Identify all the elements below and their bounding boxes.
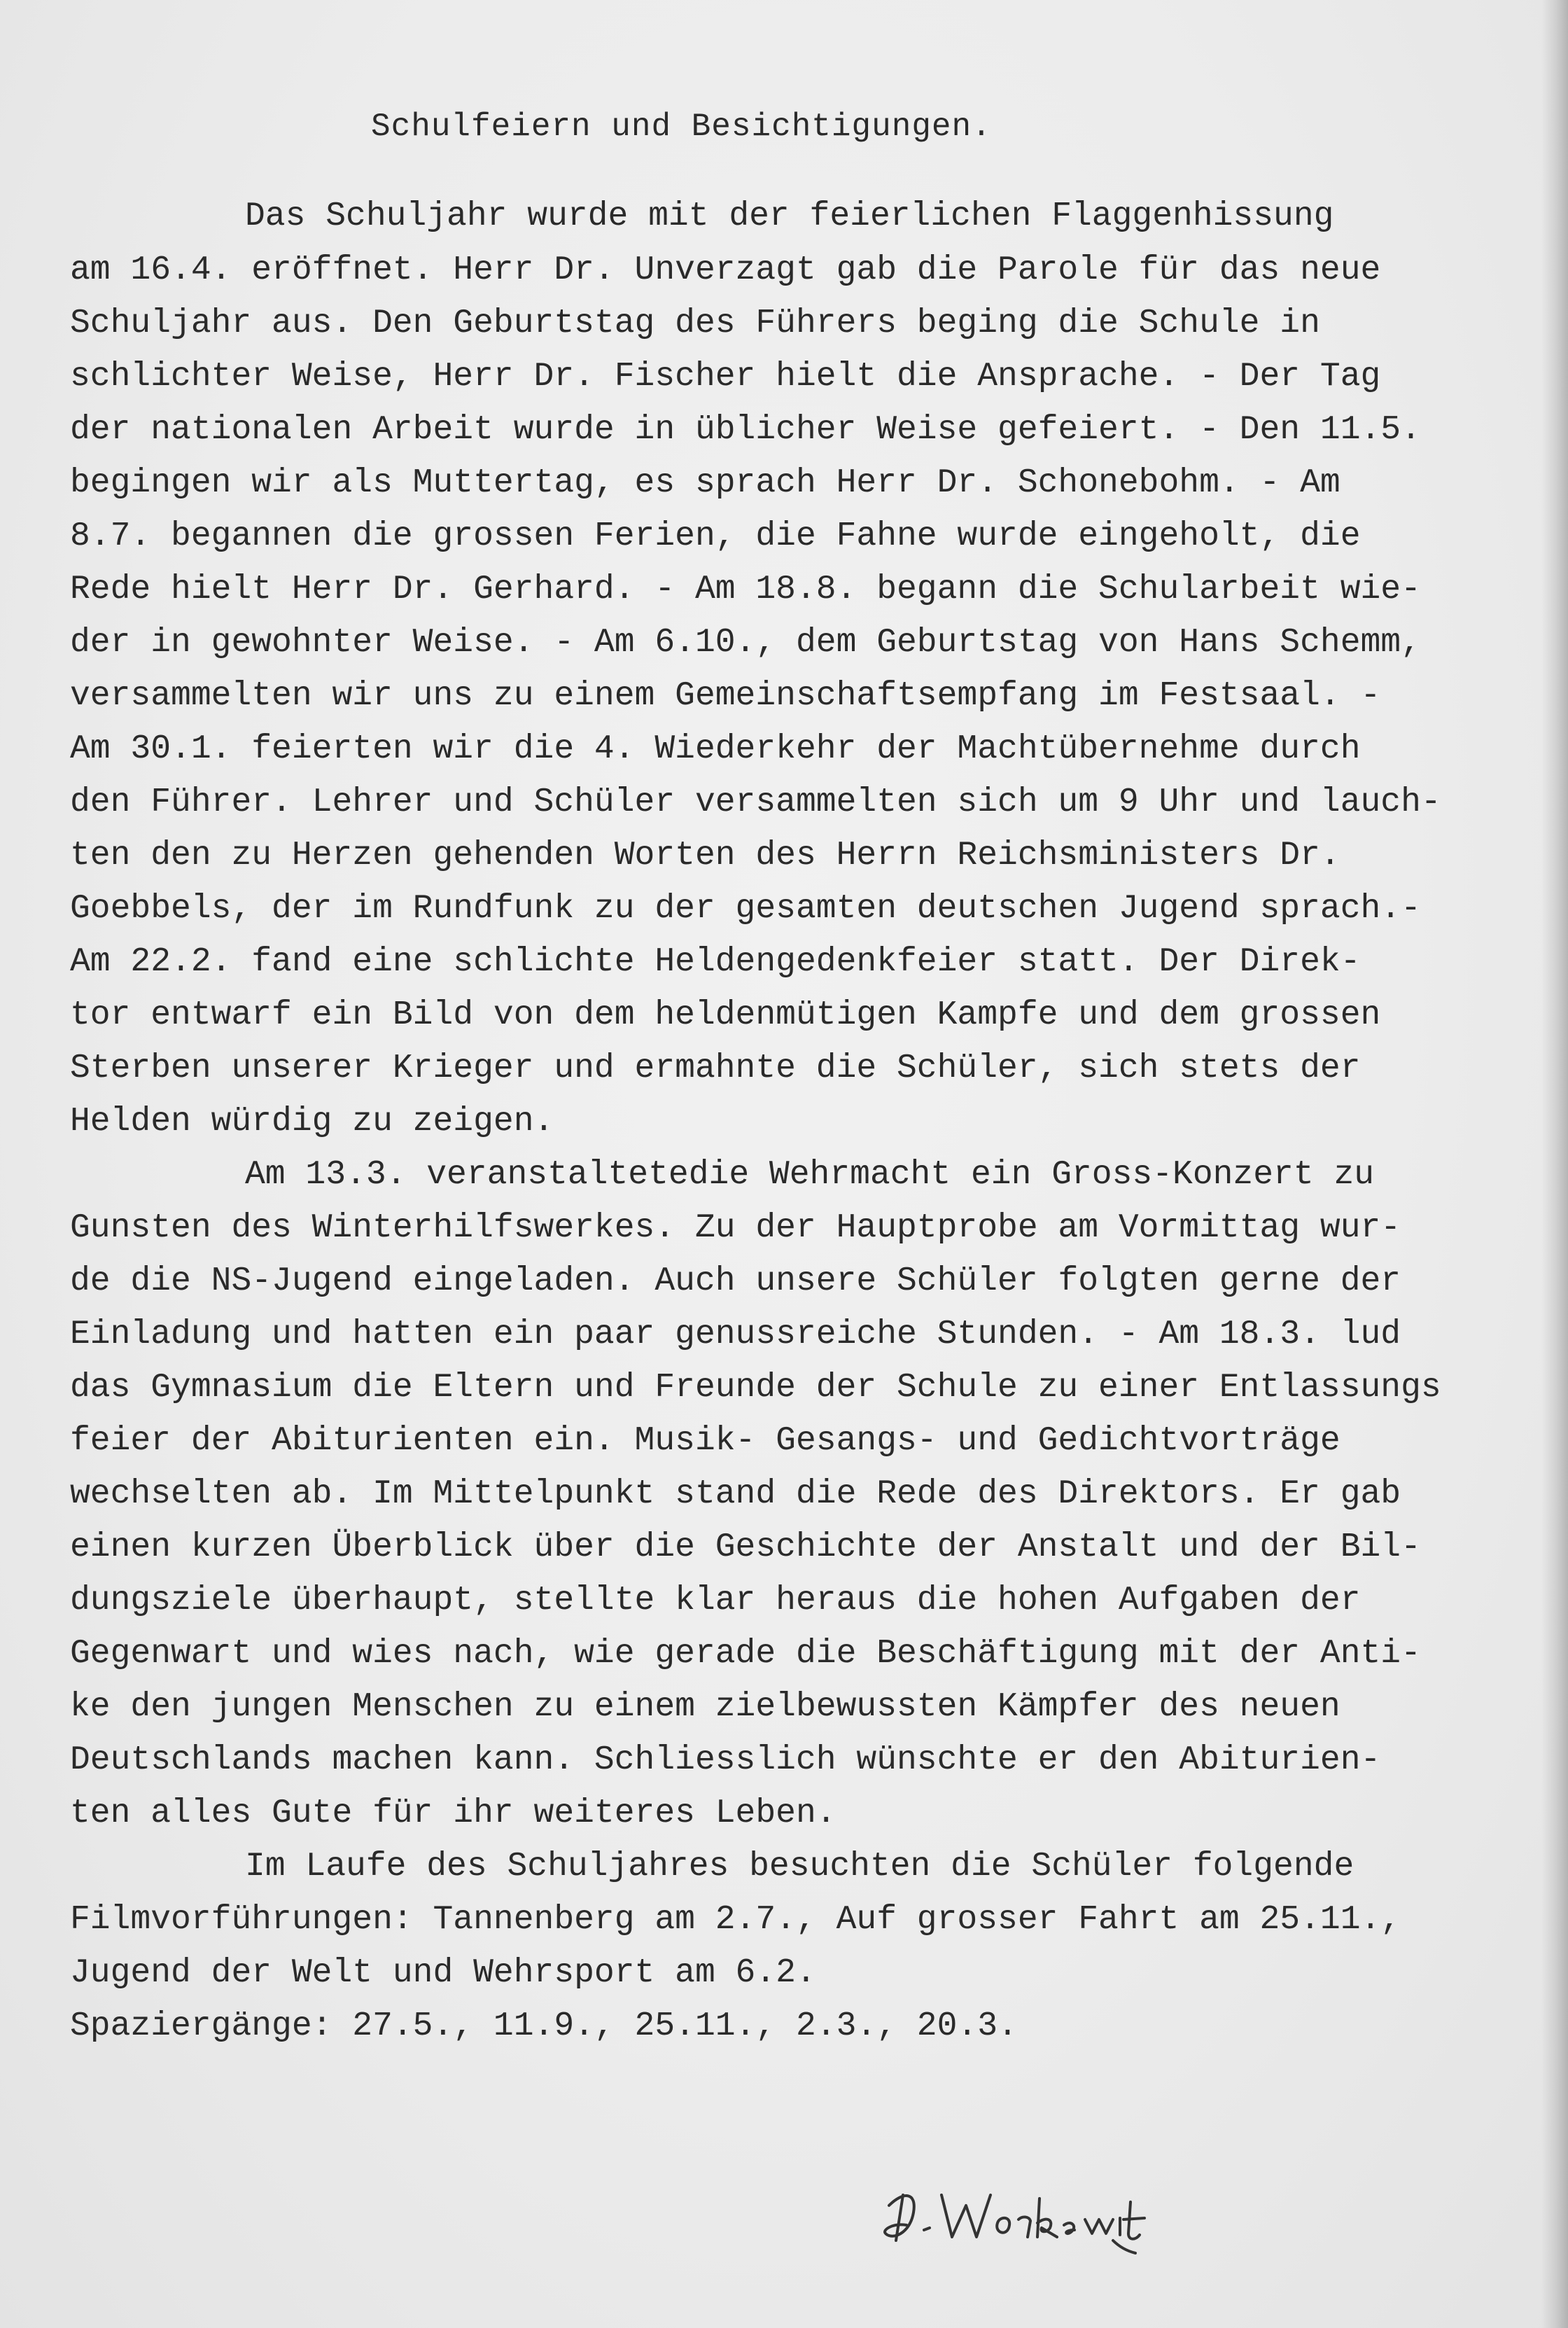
text-line: Rede hielt Herr Dr. Gerhard. - Am 18.8. begann die Schularbeit wie- bbox=[70, 571, 1421, 608]
text-line: Deutschlands machen kann. Schliesslich wünschte er den Abiturien- bbox=[70, 1741, 1381, 1779]
text-line: Am 13.3. veranstaltetedie Wehrmacht ein Gross-Konzert zu bbox=[245, 1156, 1375, 1194]
page-edge-shadow bbox=[1541, 0, 1568, 2328]
text-line: Das Schuljahr wurde mit der feierlichen Flaggenhissung bbox=[245, 197, 1334, 235]
text-line: Goebbels, der im Rundfunk zu der gesamten deutschen Jugend sprach.- bbox=[70, 890, 1421, 928]
text-line: schlichter Weise, Herr Dr. Fischer hielt die Ansprache. - Der Tag bbox=[70, 358, 1381, 396]
text-line: Filmvorführungen: Tannenberg am 2.7., Auf grosser Fahrt am 25.11., bbox=[70, 1901, 1401, 1939]
text-line: den Führer. Lehrer und Schüler versammelten sich um 9 Uhr und lauch- bbox=[70, 783, 1441, 821]
text-line: Gegenwart und wies nach, wie gerade die Beschäftigung mit der Anti- bbox=[70, 1635, 1421, 1673]
text-line: Helden würdig zu zeigen. bbox=[70, 1103, 554, 1141]
text-line: Spaziergänge: 27.5., 11.9., 25.11., 2.3., 20.3. bbox=[70, 2007, 1018, 2045]
text-line: Im Laufe des Schuljahres besuchten die Schüler folgende bbox=[245, 1848, 1354, 1886]
text-line: Gunsten des Winterhilfswerkes. Zu der Hauptprobe am Vormittag wur- bbox=[70, 1209, 1401, 1247]
text-line: Sterben unserer Krieger und ermahnte die Schüler, sich stets der bbox=[70, 1050, 1361, 1087]
text-line: Jugend der Welt und Wehrsport am 6.2. bbox=[70, 1954, 816, 1992]
text-line: ten alles Gute für ihr weiteres Leben. bbox=[70, 1794, 836, 1832]
text-line: Einladung und hatten ein paar genussreiche Stunden. - Am 18.3. lud bbox=[70, 1316, 1401, 1353]
text-line: Am 30.1. feierten wir die 4. Wiederkehr der Machtübernehme durch bbox=[70, 730, 1361, 768]
text-line: das Gymnasium die Eltern und Freunde der Schule zu einer Entlassungs bbox=[70, 1369, 1441, 1407]
text-line: Schuljahr aus. Den Geburtstag des Führers beging die Schule in bbox=[70, 305, 1320, 342]
text-line: feier der Abiturienten ein. Musik- Gesangs- und Gedichtvorträge bbox=[70, 1422, 1340, 1460]
text-line: einen kurzen Überblick über die Geschichte der Anstalt und der Bil- bbox=[70, 1528, 1421, 1566]
text-line: versammelten wir uns zu einem Gemeinschaftsempfang im Festsaal. - bbox=[70, 677, 1381, 715]
text-line: dungsziele überhaupt, stellte klar heraus die hohen Aufgaben der bbox=[70, 1582, 1361, 1619]
text-line: der nationalen Arbeit wurde in üblicher Weise gefeiert. - Den 11.5. bbox=[70, 411, 1421, 449]
text-line: am 16.4. eröffnet. Herr Dr. Unverzagt gab die Parole für das neue bbox=[70, 251, 1381, 289]
text-line: 8.7. begannen die grossen Ferien, die Fahne wurde eingeholt, die bbox=[70, 517, 1361, 555]
text-line: wechselten ab. Im Mittelpunkt stand die Rede des Direktors. Er gab bbox=[70, 1475, 1401, 1513]
text-line: begingen wir als Muttertag, es sprach Herr Dr. Schonebohm. - Am bbox=[70, 464, 1340, 502]
handwritten-signature bbox=[875, 2163, 1155, 2268]
text-line: ten den zu Herzen gehenden Worten des Herrn Reichsministers Dr. bbox=[70, 837, 1340, 874]
text-line: tor entwarf ein Bild von dem heldenmütigen Kampfe und dem grossen bbox=[70, 996, 1381, 1034]
document-title: Schulfeiern und Besichtigungen. bbox=[371, 109, 992, 145]
text-line: de die NS-Jugend eingeladen. Auch unsere Schüler folgten gerne der bbox=[70, 1262, 1401, 1300]
text-line: ke den jungen Menschen zu einem zielbewussten Kämpfer des neuen bbox=[70, 1688, 1340, 1726]
text-line: Am 22.2. fand eine schlichte Heldengedenkfeier statt. Der Direk- bbox=[70, 943, 1361, 981]
text-line: der in gewohnter Weise. - Am 6.10., dem Geburtstag von Hans Schemm, bbox=[70, 624, 1421, 662]
